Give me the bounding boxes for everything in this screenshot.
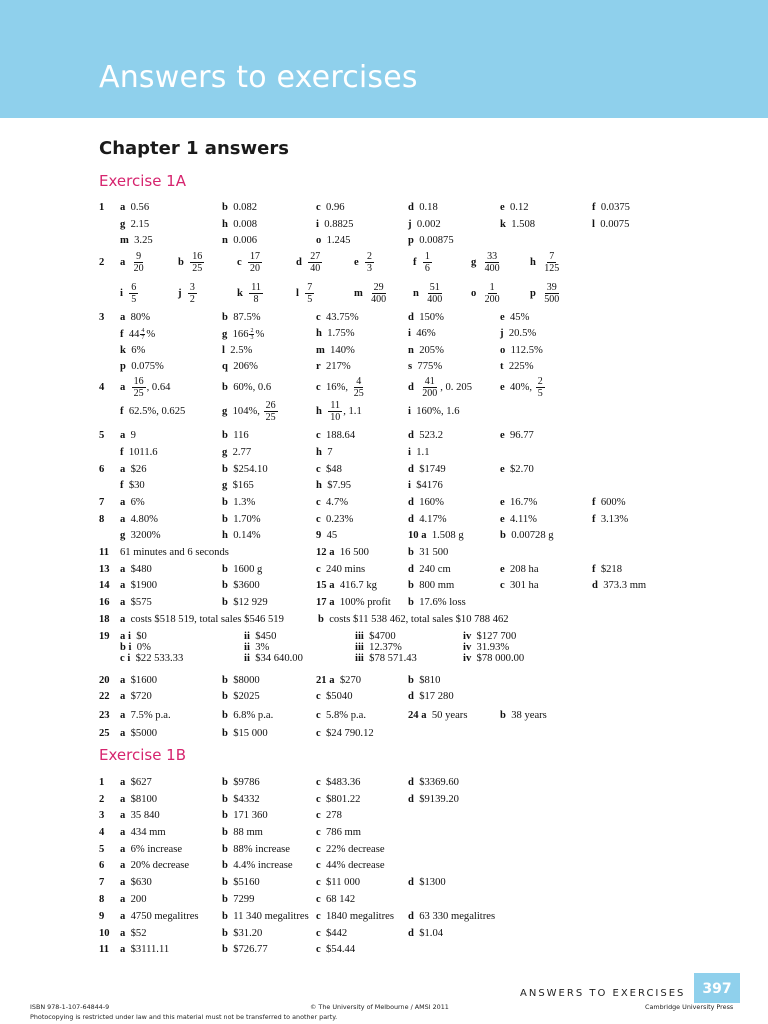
answer-item: d 63 330 megalitres [408, 911, 496, 922]
answer-item: e 40%, $\frac{2}{5}$ [500, 376, 543, 399]
answer-item: b $\frac{16}{25}$ [178, 251, 203, 274]
question-number: 6 [99, 464, 105, 475]
answer-item: k 1.508 [500, 219, 536, 230]
answer-item: f $30 [120, 480, 145, 491]
answer-item: f $\frac{1}{6}$ [413, 251, 430, 274]
answer-item: c 1840 megalitres [316, 911, 394, 922]
answer-item: o $\frac{1}{200}$ [471, 282, 500, 305]
answer-item: ii 3% [244, 642, 270, 653]
answer-item: c 68 142 [316, 894, 356, 905]
answer-item: p $\frac{39}{500}$ [530, 282, 560, 305]
answer-item: 9 45 [316, 530, 338, 541]
answer-item: m 140% [316, 345, 355, 356]
answer-item: 10 a 1.508 g [408, 530, 464, 541]
answer-item: b $8000 [222, 675, 260, 686]
answer-item: c 0.96 [316, 202, 345, 213]
fraction: $\frac{27}{40}$ [310, 251, 321, 274]
question-number: 25 [99, 728, 110, 739]
answer-item: m $\frac{29}{400}$ [354, 282, 387, 305]
answer-item: 61 minutes and 6 seconds [120, 547, 229, 558]
answer-item: g $\frac{33}{400}$ [471, 251, 500, 274]
answer-item: a 6% increase [120, 844, 183, 855]
question-number: 2 [99, 257, 105, 268]
answer-item: c $11 000 [316, 877, 361, 888]
answer-item: g 3200% [120, 530, 161, 541]
answer-item: iv 31.93% [463, 642, 510, 653]
copying-notice: Photocopying is restricted under law and this material must not be transferred to another party. [30, 1013, 338, 1021]
answer-item: c 44% decrease [316, 860, 385, 871]
question-number: 18 [99, 614, 110, 625]
answer-item: f 600% [592, 497, 626, 508]
question-number: 13 [99, 564, 110, 575]
answer-item: d 240 cm [408, 564, 451, 575]
answer-item: a 35 840 [120, 810, 160, 821]
question-number: 20 [99, 675, 110, 686]
answer-item: a 200 [120, 894, 147, 905]
question-number: 10 [99, 928, 110, 939]
answer-item: j 20.5% [500, 328, 537, 339]
answer-item: g 166 $\frac{2}{3}$ % [222, 328, 265, 341]
answer-item: c 16%, $\frac{4}{25}$ [316, 376, 364, 399]
answer-item: a $\frac{9}{20}$ [120, 251, 144, 274]
answer-item: d $9139.20 [408, 794, 459, 805]
answer-item: b 7299 [222, 894, 255, 905]
answer-item: ii $34 640.00 [244, 653, 303, 664]
answer-item: a 4750 megalitres [120, 911, 199, 922]
answer-item: e 16.7% [500, 497, 538, 508]
answer-item: f 62.5%, 0.625 [120, 406, 186, 417]
answer-item: b 87.5% [222, 312, 261, 323]
answer-item: t 225% [500, 361, 534, 372]
answer-item: b $31.20 [222, 928, 263, 939]
answer-item: h $\frac{7}{125}$ [530, 251, 560, 274]
answer-item: d $1749 [408, 464, 446, 475]
fraction: $\frac{26}{25}$ [265, 400, 276, 423]
fraction: $\frac{7}{125}$ [544, 251, 560, 274]
answer-item: g 104%, $\frac{26}{25}$ [222, 400, 276, 423]
page-number: 397 [702, 981, 732, 997]
answer-item: b 38 years [500, 710, 547, 721]
answer-item: d 373.3 mm [592, 580, 647, 591]
answer-item: d 0.18 [408, 202, 438, 213]
answer-item: b 0.082 [222, 202, 258, 213]
page-heading: Answers to exercises [99, 60, 418, 95]
answer-item: c 0.23% [316, 514, 354, 525]
answer-item: c $483.36 [316, 777, 361, 788]
question-number: 1 [99, 202, 105, 213]
answer-item: b 1600 g [222, 564, 263, 575]
answer-item: a $575 [120, 597, 152, 608]
fraction: $\frac{33}{400}$ [484, 251, 500, 274]
answer-item: e 4.11% [500, 514, 537, 525]
answer-item: a 4.80% [120, 514, 158, 525]
answer-item: s 775% [408, 361, 443, 372]
fraction: $\frac{39}{500}$ [544, 282, 560, 305]
answer-item: d $1300 [408, 877, 446, 888]
answer-item: b 88% increase [222, 844, 290, 855]
answer-item: h 7 [316, 447, 333, 458]
answer-item: e 208 ha [500, 564, 539, 575]
answer-item: c 240 mins [316, 564, 366, 575]
answer-item: e $2.70 [500, 464, 534, 475]
answer-item: b 60%, 0.6 [222, 382, 272, 393]
answer-item: m 3.25 [120, 235, 153, 246]
answer-item: c 786 mm [316, 827, 362, 838]
answer-item: a $5000 [120, 728, 158, 739]
answer-item: a $26 [120, 464, 147, 475]
answer-item: i 46% [408, 328, 436, 339]
answer-item: c $442 [316, 928, 348, 939]
answer-item: 17 a 100% profit [316, 597, 391, 608]
answer-item: a i $0 [120, 631, 147, 642]
answer-item: 21 a $270 [316, 675, 362, 686]
answer-item: e 0.12 [500, 202, 529, 213]
answer-item: iv $78 000.00 [463, 653, 525, 664]
isbn: ISBN 978-1-107-64844-9 [30, 1003, 110, 1011]
answer-item: b 11 340 megalitres [222, 911, 309, 922]
answer-item: o 112.5% [500, 345, 543, 356]
fraction: $\frac{4}{7}$ [141, 328, 145, 341]
exercise-1b-title: Exercise 1B [99, 746, 187, 764]
question-number: 16 [99, 597, 110, 608]
answer-item: q 206% [222, 361, 258, 372]
question-number: 8 [99, 514, 105, 525]
answer-item: f 3.13% [592, 514, 629, 525]
answer-item: p 0.075% [120, 361, 164, 372]
answer-item: iii $4700 [355, 631, 396, 642]
fraction: $\frac{1}{6}$ [424, 251, 430, 274]
question-number: 8 [99, 894, 105, 905]
answer-item: r 217% [316, 361, 351, 372]
answer-item: o 1.245 [316, 235, 351, 246]
answer-item: k 6% [120, 345, 146, 356]
fraction: $\frac{6}{5}$ [131, 282, 137, 305]
page-number-box [694, 973, 740, 1003]
answer-item: d $17 280 [408, 691, 454, 702]
answer-item: j 0.002 [408, 219, 441, 230]
answer-item: c 301 ha [500, 580, 539, 591]
answer-item: h 1.75% [316, 328, 355, 339]
answer-item: b $4332 [222, 794, 260, 805]
answer-item: b $810 [408, 675, 441, 686]
answer-item: n 205% [408, 345, 444, 356]
question-number: 19 [99, 631, 110, 642]
answer-item: iii 12.37% [355, 642, 402, 653]
answer-item: b $5160 [222, 877, 260, 888]
answer-item: b costs $11 538 462, total sales $10 788 462 [318, 614, 509, 625]
answer-item: d $3369.60 [408, 777, 459, 788]
answer-item: a 20% decrease [120, 860, 190, 871]
answer-item: e 45% [500, 312, 530, 323]
answer-item: l 2.5% [222, 345, 253, 356]
question-number: 22 [99, 691, 110, 702]
answer-item: f 44 $\frac{4}{7}$ % [120, 328, 156, 341]
answer-item: c 43.75% [316, 312, 359, 323]
answer-item: b 31 500 [408, 547, 449, 558]
answer-item: a 434 mm [120, 827, 166, 838]
fraction: $\frac{11}{10}$ [330, 400, 341, 423]
answer-item: k $\frac{11}{8}$ [237, 282, 261, 305]
question-number: 11 [99, 547, 110, 558]
answer-item: i 0.8825 [316, 219, 354, 230]
answer-item: c 278 [316, 810, 342, 821]
question-number: 5 [99, 844, 105, 855]
answer-item: l $\frac{7}{5}$ [296, 282, 313, 305]
answer-item: d $\frac{41}{200}$ , 0. 205 [408, 376, 472, 399]
answer-item: d $1.04 [408, 928, 444, 939]
question-number: 6 [99, 860, 105, 871]
answer-item: b 6.8% p.a. [222, 710, 274, 721]
answer-item: 12 a 16 500 [316, 547, 369, 558]
answer-item: a $720 [120, 691, 152, 702]
answer-item: ii $450 [244, 631, 277, 642]
answer-item: 24 a 50 years [408, 710, 468, 721]
answer-item: n 0.006 [222, 235, 258, 246]
question-number: 7 [99, 497, 105, 508]
question-number: 11 [99, 944, 110, 955]
answer-item: a 7.5% p.a. [120, 710, 171, 721]
answer-item: c $\frac{17}{20}$ [237, 251, 260, 274]
answer-item: c $24 790.12 [316, 728, 374, 739]
answer-item: d 150% [408, 312, 444, 323]
fraction: $\frac{7}{5}$ [307, 282, 313, 305]
answer-item: l 0.0075 [592, 219, 630, 230]
fraction: $\frac{3}{2}$ [189, 282, 195, 305]
answer-item: e 96.77 [500, 430, 534, 441]
answer-item: a $1600 [120, 675, 158, 686]
fraction: $\frac{17}{20}$ [250, 251, 260, 274]
fraction: $\frac{41}{200}$ [422, 376, 438, 399]
answer-item: a 6% [120, 497, 145, 508]
answer-item: g 2.15 [120, 219, 150, 230]
answer-item: a $630 [120, 877, 152, 888]
answer-item: p 0.00875 [408, 235, 454, 246]
answer-item: i 1.1 [408, 447, 430, 458]
answer-item: g $165 [222, 480, 254, 491]
answer-item: b 17.6% loss [408, 597, 466, 608]
question-number: 5 [99, 430, 105, 441]
question-number: 9 [99, 911, 105, 922]
answer-item: h $\frac{11}{10}$ , 1.1 [316, 400, 362, 423]
answer-item: h 0.008 [222, 219, 258, 230]
answer-item: a $1900 [120, 580, 158, 591]
answer-item: a $480 [120, 564, 152, 575]
answer-item: i 160%, 1.6 [408, 406, 460, 417]
answer-item: b 88 mm [222, 827, 263, 838]
question-number: 23 [99, 710, 110, 721]
answer-item: d $\frac{27}{40}$ [296, 251, 321, 274]
answer-item: c 4.7% [316, 497, 349, 508]
fraction: $\frac{51}{400}$ [427, 282, 443, 305]
fraction: $\frac{2}{5}$ [537, 376, 543, 399]
answer-item: a $\frac{16}{25}$ , 0.64 [120, 376, 171, 399]
question-number: 4 [99, 382, 105, 393]
answer-item: f $218 [592, 564, 623, 575]
answer-item: a $52 [120, 928, 147, 939]
answer-item: a 80% [120, 312, 151, 323]
fraction: $\frac{16}{25}$ [192, 251, 203, 274]
answer-item: iii $78 571.43 [355, 653, 417, 664]
answer-item: b i 0% [120, 642, 151, 653]
answer-item: b 171 360 [222, 810, 268, 821]
answer-item: n $\frac{51}{400}$ [413, 282, 443, 305]
answer-item: h 0.14% [222, 530, 261, 541]
answer-item: f 0.0375 [592, 202, 630, 213]
answer-item: c 22% decrease [316, 844, 385, 855]
answer-item: b 800 mm [408, 580, 455, 591]
answer-item: d 523.2 [408, 430, 444, 441]
question-number: 2 [99, 794, 105, 805]
answer-item: b $2025 [222, 691, 260, 702]
footer-section-label: ANSWERS TO EXERCISES [520, 988, 686, 999]
answer-item: iv $127 700 [463, 631, 517, 642]
answer-item: b $726.77 [222, 944, 268, 955]
answer-item: c i $22 533.33 [120, 653, 184, 664]
answer-item: b 0.00728 g [500, 530, 554, 541]
answer-item: i $\frac{6}{5}$ [120, 282, 137, 305]
chapter-title: Chapter 1 answers [99, 138, 289, 159]
question-number: 1 [99, 777, 105, 788]
question-number: 7 [99, 877, 105, 888]
copyright: © The University of Melbourne / AMSI 2011 [310, 1003, 449, 1011]
answer-item: a $3111.11 [120, 944, 170, 955]
answer-item: b $12 929 [222, 597, 268, 608]
answer-item: h $7.95 [316, 480, 352, 491]
fraction: $\frac{9}{20}$ [133, 251, 144, 274]
answer-item: c $48 [316, 464, 342, 475]
answer-item: a 0.56 [120, 202, 150, 213]
publisher: Cambridge University Press [645, 1003, 734, 1011]
fraction: $\frac{2}{3}$ [367, 251, 372, 274]
answer-item: a costs $518 519, total sales $546 519 [120, 614, 284, 625]
fraction: $\frac{29}{400}$ [371, 282, 387, 305]
answer-item: j $\frac{3}{2}$ [178, 282, 195, 305]
answer-item: c $5040 [316, 691, 353, 702]
answer-item: e $\frac{2}{3}$ [354, 251, 372, 274]
answer-item: a $627 [120, 777, 152, 788]
answer-item: i $4176 [408, 480, 443, 491]
answer-item: g 2.77 [222, 447, 252, 458]
fraction: $\frac{11}{8}$ [251, 282, 261, 305]
question-number: 3 [99, 810, 105, 821]
answer-item: c $801.22 [316, 794, 361, 805]
answer-item: c 5.8% p.a. [316, 710, 367, 721]
answer-item: a $8100 [120, 794, 158, 805]
answer-item: b 116 [222, 430, 249, 441]
answer-item: b $9786 [222, 777, 260, 788]
answer-item: b 4.4% increase [222, 860, 293, 871]
exercise-1a-title: Exercise 1A [99, 172, 186, 190]
answer-item: c 188.64 [316, 430, 356, 441]
answer-item: b 1.70% [222, 514, 261, 525]
header-banner [0, 0, 768, 118]
answer-item: f 1011.6 [120, 447, 158, 458]
fraction: $\frac{16}{25}$ [133, 376, 144, 399]
question-number: 3 [99, 312, 105, 323]
question-number: 14 [99, 580, 110, 591]
answer-item: b 1.3% [222, 497, 256, 508]
question-number: 4 [99, 827, 105, 838]
answer-item: d 4.17% [408, 514, 447, 525]
answer-item: b $254.10 [222, 464, 268, 475]
answer-item: d 160% [408, 497, 444, 508]
fraction: $\frac{1}{200}$ [484, 282, 500, 305]
answer-item: a 9 [120, 430, 136, 441]
answer-item: 15 a 416.7 kg [316, 580, 377, 591]
answer-item: c $54.44 [316, 944, 356, 955]
answer-item: b $15 000 [222, 728, 268, 739]
fraction: $\frac{4}{25}$ [353, 376, 364, 399]
answer-item: b $3600 [222, 580, 260, 591]
fraction: $\frac{2}{3}$ [250, 328, 254, 341]
